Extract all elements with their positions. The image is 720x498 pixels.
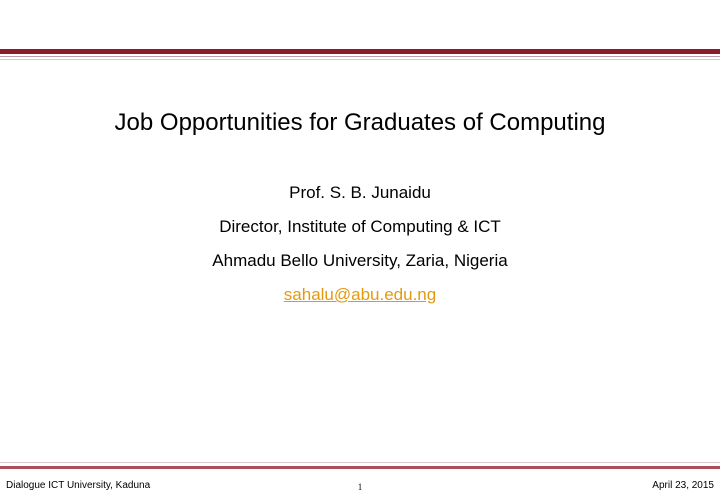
author-affiliation: Ahmadu Bello University, Zaria, Nigeria [212,251,508,270]
slide-title: Job Opportunities for Graduates of Computing [114,109,606,136]
footer-page-number: 1 [357,482,363,492]
author-email-link[interactable]: sahalu@abu.edu.ng [283,285,437,304]
author-position: Director, Institute of Computing & ICT [219,217,501,236]
header-divider-line [0,56,720,57]
header-divider-line-secondary [0,59,720,60]
author-name: Prof. S. B. Junaidu [289,183,431,202]
footer-divider-line [0,462,720,463]
footer-event-name: Dialogue ICT University, Kaduna [6,480,151,491]
author-block [0,176,720,312]
author-email-line [0,278,720,312]
footer-accent-bar [0,466,720,469]
footer-date: April 23, 2015 [652,480,714,491]
header-accent-bar [0,49,720,54]
